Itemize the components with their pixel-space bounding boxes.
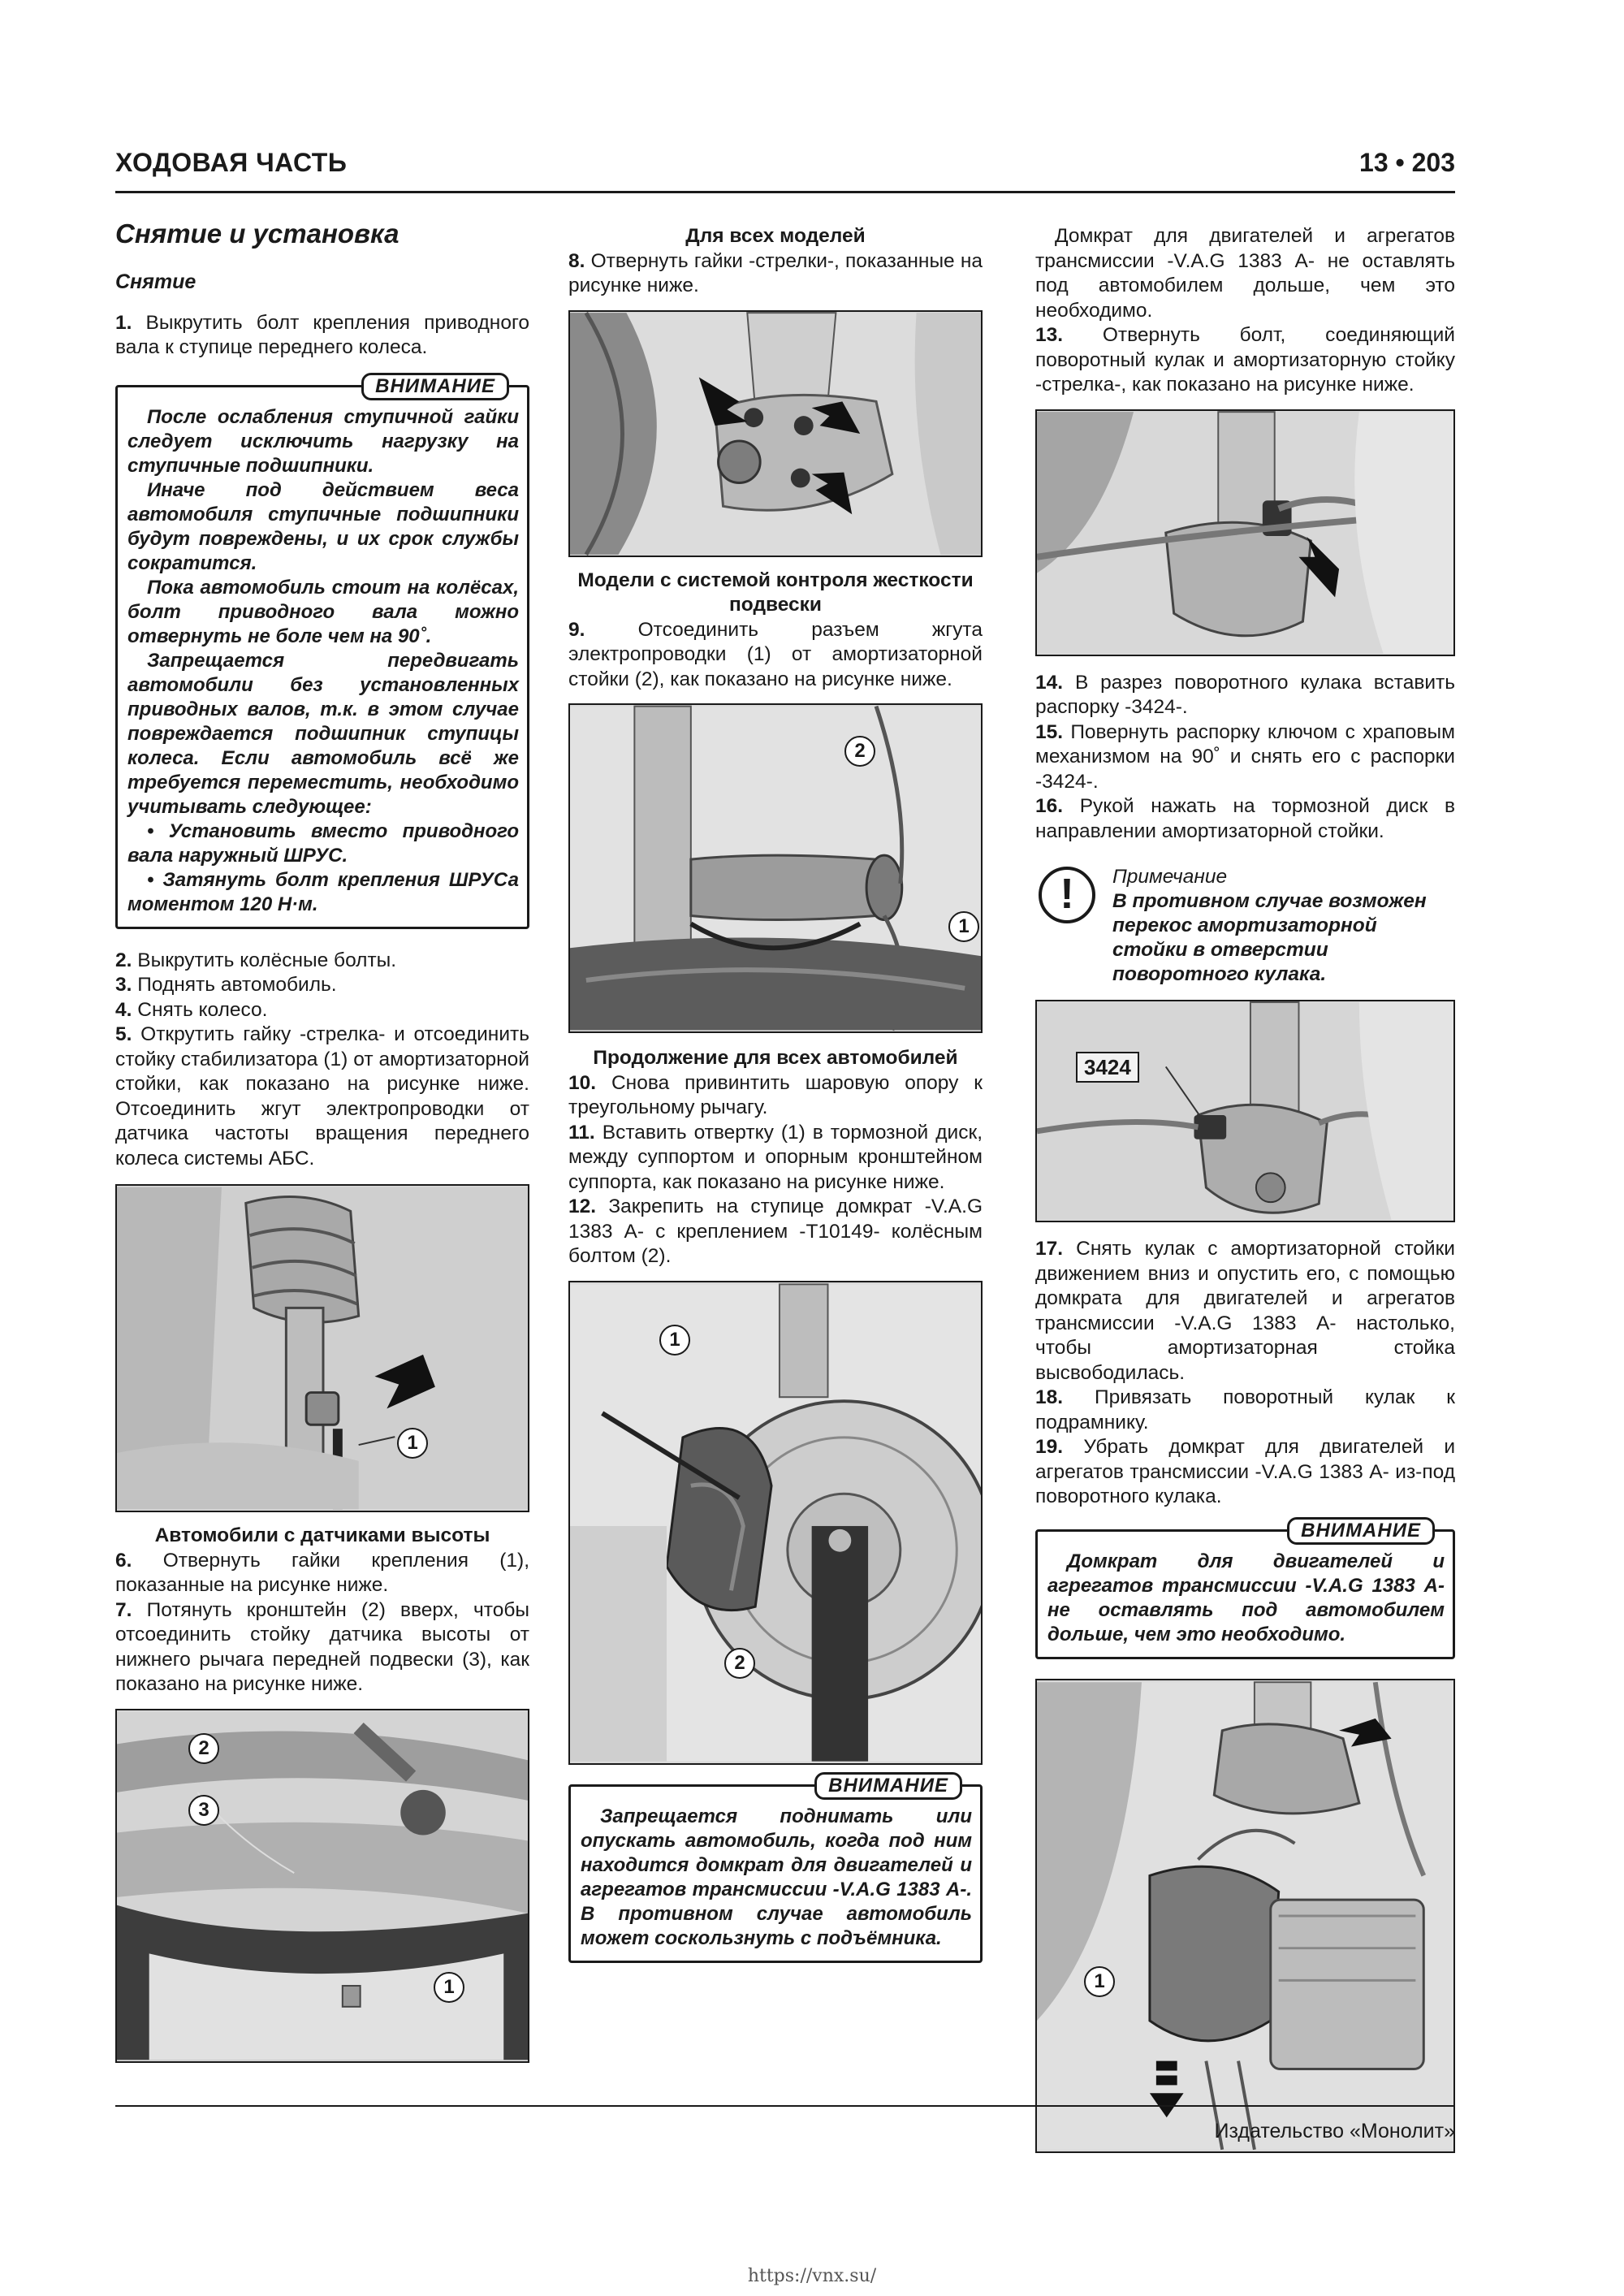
step-6: 6. Отвернуть гайки крепления (1), показанные на рисунке ниже.	[115, 1549, 529, 1596]
step-19: 19. Убрать домкрат для двигателей и агрегатов трансмиссии -V.A.G 1383 А- из-под поворотного кулака.	[1035, 1436, 1455, 1507]
figure-knuckle-removal	[1035, 1679, 1455, 2153]
step-12: 12. Закрепить на ступице домкрат -V.A.G 1383 А- с креплением -T10149- колёсным болтом (2).	[568, 1196, 983, 1267]
figure-illustration	[1037, 411, 1453, 655]
jack-intro: Домкрат для двигателей и агрегатов трансмиссии -V.A.G 1383 А- не оставлять под автомобилем дольше, чем это необходимо.	[1035, 225, 1455, 322]
step-4: 4. Снять колесо.	[115, 998, 268, 1021]
column-1	[115, 219, 529, 2063]
column-2	[568, 224, 983, 1963]
figure-jack-fixture	[568, 1281, 983, 1765]
callout-1: 1	[397, 1428, 428, 1459]
step-9: 9. Отсоединить разъем жгута электропроводки (1) от амортизаторной стойки (2), как показано на рисунке ниже.	[568, 618, 983, 690]
watermark-url[interactable]: https://vnx.su/	[747, 2266, 877, 2286]
publisher-footer: Издательство «Монолит»	[1214, 2120, 1455, 2143]
step-10: 10. Снова привинтить шаровую опору к треугольному рычагу.	[568, 1071, 983, 1118]
step-15: 15. Повернуть распорку ключом с храповым механизмом на 90˚ и снять его с распорки -3424-.	[1035, 720, 1455, 793]
figure-stabilizer-link	[115, 1184, 529, 1512]
step-3: 3. Поднять автомобиль.	[115, 974, 337, 996]
callout-1: 1	[659, 1325, 690, 1356]
column-3	[1035, 224, 1455, 2153]
note-box	[1035, 865, 1455, 987]
figure-illustration	[570, 705, 981, 1031]
warning-tag: ВНИМАНИЕ	[1287, 1517, 1435, 1545]
step-1: 1. Выкрутить болт крепления приводного вала к ступице переднего колеса.	[115, 311, 529, 358]
note-title: Примечание	[1112, 866, 1228, 888]
figure-illustration	[570, 312, 981, 556]
step-17: 17. Снять кулак с амортизаторной стойки движением вниз и опустить его, с помощью домкрата для двигателей и агрегатов трансмиссии -V.A.G 1383 А- настолько, чтобы амортизаторная стойка высвободилась.	[1035, 1238, 1455, 1384]
note-body: В противном случае возможен перекос амортизаторной стойки в отверстии поворотного кулака.	[1112, 890, 1427, 985]
warning-tag: ВНИМАНИЕ	[361, 373, 509, 400]
warning-tag: ВНИМАНИЕ	[814, 1772, 962, 1800]
page-number: 13 • 203	[1359, 148, 1455, 177]
figure-illustration	[1037, 1001, 1453, 1221]
header-rule	[115, 191, 1455, 193]
subhead-all-models: Для всех моделей	[685, 225, 866, 247]
section-subtitle: Снятие	[115, 270, 197, 293]
exclamation-icon: !	[1039, 867, 1095, 923]
callout-2: 2	[188, 1733, 219, 1764]
callout-2: 2	[724, 1648, 755, 1679]
step-5: 5. Открутить гайку -стрелка- и отсоединить стойку стабилизатора (1) от амортизаторной стойки, как показано на рисунке ниже. Отсоединить жгут электропроводки от датчика частоты вращения переднего колеса системы АБС.	[115, 1023, 529, 1170]
callout-1: 1	[948, 911, 979, 942]
figure-spreader-3424	[1035, 1000, 1455, 1222]
callout-2: 2	[844, 736, 875, 767]
figure-illustration	[117, 1710, 528, 2061]
subhead-suspension-control: Модели с системой контроля жесткости подвески	[577, 569, 974, 616]
step-7: 7. Потянуть кронштейн (2) вверх, чтобы отсоединить стойку датчика высоты от нижнего рычага передней подвески (3), как показано на рисунке ниже.	[115, 1598, 529, 1695]
figure-strut-connector	[568, 703, 983, 1033]
figure-illustration	[570, 1282, 981, 1763]
footer-rule	[115, 2105, 1455, 2107]
step-11: 11. Вставить отвертку (1) в тормозной диск, между суппортом и опорным кронштейном суппорта, как показано на рисунке ниже.	[568, 1121, 983, 1193]
warning-box-2: ВНИМАНИЕ Запрещается поднимать или опускать автомобиль, когда под ним находится домкрат для двигателей и агрегатов трансмиссии -V.A.G 1383 А-. В противном случае автомобиль может соскользнуть с подъёмника.	[568, 1784, 983, 1963]
figure-strut-nuts	[568, 310, 983, 557]
step-16: 16. Рукой нажать на тормозной диск в направлении амортизаторной стойки.	[1035, 795, 1455, 842]
tool-label-3424: 3424	[1076, 1052, 1139, 1083]
figure-illustration	[117, 1186, 528, 1511]
step-8: 8. Отвернуть гайки -стрелки-, показанные на рисунке ниже.	[568, 249, 983, 296]
step-2: 2. Выкрутить колёсные болты.	[115, 949, 397, 971]
callout-1: 1	[434, 1972, 464, 2003]
figure-height-sensor	[115, 1709, 529, 2063]
subhead-height-sensors: Автомобили с датчиками высоты	[154, 1524, 490, 1546]
subhead-continue: Продолжение для всех автомобилей	[593, 1047, 958, 1069]
step-18: 18. Привязать поворотный кулак к подрамнику.	[1035, 1386, 1455, 1433]
callout-1: 1	[1084, 1966, 1115, 1997]
running-header-section: ХОДОВАЯ ЧАСТЬ	[115, 148, 348, 177]
step-13: 13. Отвернуть болт, соединяющий поворотный кулак и амортизаторную стойку -стрелка-, как показано на рисунке ниже.	[1035, 324, 1455, 396]
warning-box-3: ВНИМАНИЕ Домкрат для двигателей и агрегатов трансмиссии -V.A.G 1383 А- не оставлять под автомобилем дольше, чем это необходимо.	[1035, 1529, 1455, 1659]
warning-box-1: ВНИМАНИЕ После ослабления ступичной гайки следует исключить нагрузку на ступичные подшипники. Иначе под действием веса автомобиля ступичные подшипники будут повреждены, и их срок службы сократится. Пока автомобиль стоит на колёсах, болт приводного вала можно отвернуть не боле чем на 90˚. Запрещается передвигать автомобили без установленных приводных валов, т.к. в этом случае повреждается подшипник ступицы колеса. Если автомобиль всё же требуется переместить, необходимо учитывать следующее: • Установить вместо приводного вала наружный ШРУС. • Затянуть болт крепления ШРУСа моментом 120 Н·м.	[115, 385, 529, 929]
figure-illustration	[1037, 1680, 1453, 2151]
figure-knuckle-bolt	[1035, 409, 1455, 656]
section-title: Снятие и установка	[115, 218, 400, 249]
step-14: 14. В разрез поворотного кулака вставить распорку -3424-.	[1035, 671, 1456, 718]
callout-3: 3	[188, 1795, 219, 1826]
